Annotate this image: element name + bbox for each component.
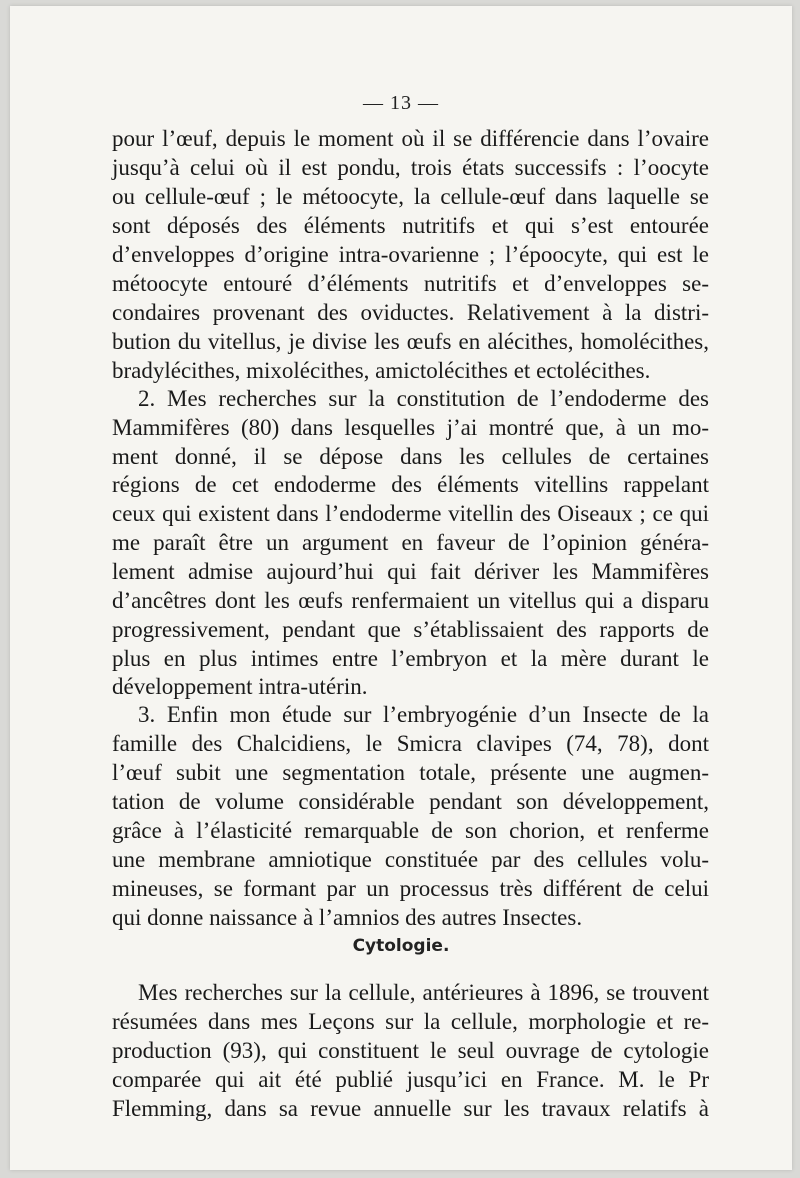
book-page (10, 6, 792, 1170)
section-heading: Cytologie. (352, 936, 450, 956)
text-line: qui donne naissance à l’amnios des autres Insectes. (112, 905, 583, 930)
text-line: ment donné, il se dépose dans les cellules de certaines (112, 444, 709, 469)
text-line: progressivement, pendant que s’établissaient des rapports de (112, 617, 709, 642)
text-line: développement intra-utérin. (112, 674, 368, 699)
text-line: mineuses, se formant par un processus très différent de celui (112, 876, 709, 901)
text-line: me paraît être un argument en faveur de l’opinion généra- (112, 530, 709, 555)
text-line: d’ancêtres dont les œufs renfermaient un vitellus qui a disparu (112, 588, 709, 613)
text-line: ceux qui existent dans l’endoderme vitellin des Oiseaux ; ce qui (112, 501, 709, 526)
page-number: — 13 — (363, 92, 439, 114)
text-line: lement admise aujourd’hui qui fait dériver les Mammifères (112, 559, 709, 584)
text-line: résumées dans mes Leçons sur la cellule, morphologie et re- (112, 1009, 709, 1034)
text-line: ou cellule-œuf ; le métoocyte, la cellule-œuf dans laquelle se (112, 184, 709, 209)
text-line: sont déposés des éléments nutritifs et qui s’est entourée (112, 213, 709, 238)
text-line: bradylécithes, mixolécithes, amictolécithes et ectolécithes. (112, 358, 651, 383)
text-line: pour l’œuf, depuis le moment où il se différencie dans l’ovaire (112, 126, 709, 151)
text-line: Mes recherches sur la cellule, antérieures à 1896, se trouvent (138, 980, 709, 1005)
text-line: tation de volume considérable pendant son développement, (112, 789, 709, 814)
text-line: production (93), qui constituent le seul ouvrage de cytologie (112, 1038, 709, 1063)
text-line: l’œuf subit une segmentation totale, présente une augmen- (112, 760, 709, 785)
text-line: une membrane amniotique constituée par des cellules volu- (112, 847, 709, 872)
text-line: famille des Chalcidiens, le Smicra clavipes (74, 78), dont (112, 731, 709, 756)
text-line: jusqu’à celui où il est pondu, trois états successifs : l’oocyte (112, 155, 709, 180)
text-line: condaires provenant des oviductes. Relativement à la distri- (112, 300, 709, 325)
text-line: plus en plus intimes entre l’embryon et la mère durant le (112, 646, 709, 671)
text-line: 3. Enfin mon étude sur l’embryogénie d’un Insecte de la (138, 702, 709, 727)
text-line: Flemming, dans sa revue annuelle sur les travaux relatifs à (112, 1096, 709, 1121)
text-line: grâce à l’élasticité remarquable de son chorion, et renferme (112, 818, 709, 843)
text-line: bution du vitellus, je divise les œufs en alécithes, homolécithes, (112, 329, 709, 354)
text-line: comparée qui ait été publié jusqu’ici en France. M. le Pr (112, 1067, 709, 1092)
text-line: métoocyte entouré d’éléments nutritifs et d’enveloppes se- (112, 271, 709, 296)
text-line: d’enveloppes d’origine intra-ovarienne ; l’époocyte, qui est le (112, 242, 709, 267)
text-line: 2. Mes recherches sur la constitution de l’endoderme des (138, 386, 709, 411)
text-line: régions de cet endoderme des éléments vitellins rappelant (112, 472, 709, 497)
text-line: Mammifères (80) dans lesquelles j’ai montré que, à un mo- (112, 415, 709, 440)
